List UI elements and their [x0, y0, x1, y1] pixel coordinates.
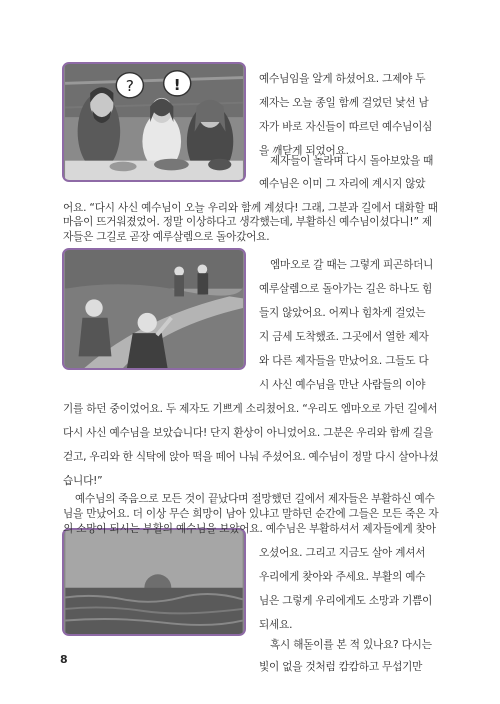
- svg-text:!: !: [173, 76, 181, 95]
- illustration-disciples-at-table: [62, 62, 246, 182]
- text-line: 마음이 뜨거워졌었어. 정말 이상하다고 생각했는데, 부활하신 예수님이셨다니!” 제: [63, 216, 432, 228]
- text-line: 들지 않았어요. 어찌나 힘차게 걸었는: [259, 307, 426, 319]
- text-line: 님을 만났어요. 더 이상 무슨 희망이 남아 있냐고 말하던 순간에 그들은 모든 죽은 자: [63, 508, 439, 520]
- text-line: 우리에게 찾아와 주세요. 부활의 예수: [259, 571, 426, 583]
- text-line: 예루살렘으로 돌아가는 길은 하나도 힘: [259, 283, 433, 295]
- text-line: 제자는 오늘 종일 함께 걸었던 낯선 남: [259, 97, 429, 109]
- text-line: 혹시 해돋이를 본 적 있나요? 다시는: [270, 639, 432, 651]
- running-scene-art: [64, 250, 244, 368]
- text-line: 시 사신 예수님을 만난 사람들의 이야: [259, 379, 426, 391]
- text-line: 의 소망이 되시는 부활의 예수님을 보았어요. 예수님은 부활하셔서 제자들에게 찾아: [63, 523, 436, 535]
- text-line: 걷고, 우리와 한 식탁에 앉아 떡을 떼어 나눠 주셨어요. 예수님이 정말 다시 살아나셨: [63, 451, 439, 463]
- text-line: 자들은 그길로 곧장 예루살렘으로 돌아갔어요.: [63, 231, 270, 243]
- text-line: 습니다!”: [63, 475, 103, 487]
- text-line: 엠마오로 갈 때는 그렇게 피곤하더니: [270, 259, 434, 271]
- text-line: 예수님의 죽음으로 모든 것이 끝났다며 절망했던 길에서 제자들은 부활하신 예수: [75, 493, 435, 505]
- text-line: 예수님은 이미 그 자리에 계시지 않았: [259, 178, 426, 190]
- illustration-sunset: [62, 528, 246, 636]
- svg-text:?: ?: [125, 77, 134, 96]
- illustration-disciples-running: [62, 248, 246, 370]
- text-line: 되세요.: [259, 619, 293, 631]
- text-line: 오셨어요. 그리고 지금도 살아 계셔서: [259, 547, 426, 559]
- text-line: 어요. “다시 사신 예수님이 오늘 우리와 함께 계셨다! 그래, 그분과 길에서 대화할 때: [63, 202, 438, 214]
- text-line: 기를 하던 중이었어요. 두 제자도 기쁘게 소리쳤어요. “우리도 엠마오로 가던 길에서: [63, 403, 438, 415]
- text-line: 다시 사신 예수님을 보았습니다! 단지 환상이 아니었어요. 그분은 우리와 함께 길을: [63, 427, 433, 439]
- text-line: 빛이 없을 것처럼 캄캄하고 무섭기만: [259, 661, 423, 673]
- table-scene-art: [64, 64, 244, 180]
- text-line: 자가 바로 자신들이 따르던 예수님이심: [259, 121, 433, 133]
- text-line: 예수님임을 알게 하셨어요. 그제야 두: [259, 73, 426, 85]
- text-line: 을 깨닫게 되었어요.: [259, 145, 349, 157]
- text-line: 지 금세 도착했죠. 그곳에서 열한 제자: [259, 331, 429, 343]
- page-number: 8: [60, 653, 68, 666]
- text-line: 님은 그렇게 우리에게도 소망과 기쁨이: [259, 595, 433, 607]
- sunset-scene-art: [64, 530, 244, 634]
- text-line: 제자들이 놀라며 다시 돌아보았을 때: [270, 155, 434, 167]
- text-line: 와 다른 제자들을 만났어요. 그들도 다: [259, 355, 429, 367]
